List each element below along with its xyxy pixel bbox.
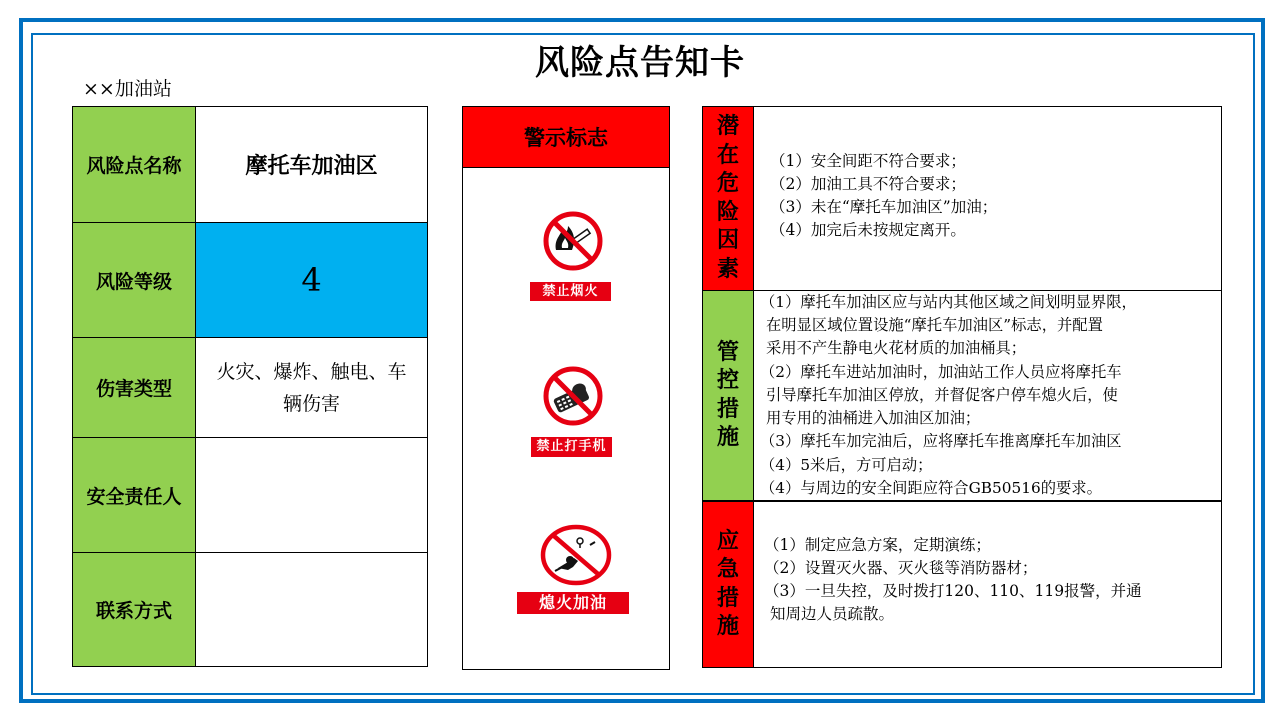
control-line: 引导摩托车加油区停放，并督促客户停车熄火后，使 <box>766 385 1118 404</box>
potential-hazards-text <box>754 107 1221 290</box>
label-char: 在 <box>716 142 739 168</box>
control-line: （4）与周边的安全间距应符合GB50516的要求。 <box>760 478 1102 497</box>
label-char: 管 <box>716 339 739 365</box>
control-line: 在明显区域位置设施“摩托车加油区”标志，并配置 <box>766 316 1103 335</box>
card-title: 风险点告知卡 <box>535 43 745 83</box>
harm-type-line: 火灾、爆炸、触电、车 <box>216 360 407 383</box>
hazard-line: （1）安全间距不符合要求； <box>770 151 966 170</box>
warning-signs-header: 警示标志 <box>463 107 669 168</box>
emergency-line: （1）制定应急方案，定期演练； <box>764 535 991 554</box>
sign-label-no-phone: 禁止打手机 <box>531 437 612 457</box>
warning-signs-panel <box>462 106 670 670</box>
label-char: 危 <box>716 171 739 196</box>
row-risk-level <box>73 222 427 337</box>
label-char: 控 <box>716 368 739 393</box>
value-risk-level: 4 <box>196 223 427 337</box>
label-safety-owner: 安全责任人 <box>73 438 196 552</box>
row-risk-point-name <box>73 107 427 222</box>
harm-type-line: 辆伤害 <box>282 392 340 415</box>
value-contact <box>196 553 427 666</box>
control-line: （1）摩托车加油区应与站内其他区域之间划明显界限， <box>760 293 1137 312</box>
row-harm-type <box>73 337 427 437</box>
sign-label-engine-off-refuel: 熄火加油 <box>517 592 629 614</box>
risk-detail-table <box>702 106 1222 668</box>
risk-info-table <box>72 106 428 667</box>
engine-off-refuel-icon <box>540 524 612 586</box>
no-phone-icon <box>542 365 604 427</box>
station-name: ××加油站 <box>83 78 172 100</box>
control-line: （3）摩托车加完油后，应将摩托车推离摩托车加油区 <box>760 432 1122 451</box>
section-emergency-measures <box>703 502 1221 667</box>
value-harm-type <box>196 338 427 437</box>
row-safety-owner <box>73 437 427 552</box>
label-char: 施 <box>716 425 739 450</box>
label-char: 措 <box>716 585 739 611</box>
emergency-line: （3）一旦失控，及时拨打120、110、119报警，并通 <box>764 581 1142 600</box>
section-control-measures <box>703 291 1221 500</box>
label-char: 应 <box>716 528 739 554</box>
emergency-line: 知周边人员疏散。 <box>770 604 895 623</box>
label-risk-point-name: 风险点名称 <box>73 107 196 222</box>
control-line: （4）5米后，方可启动； <box>760 455 933 474</box>
emergency-measures-text <box>754 502 1221 667</box>
label-char: 潜 <box>716 114 739 139</box>
emergency-line: （2）设置灭火器、灭火毯等消防器材； <box>764 558 1038 577</box>
no-fire-icon <box>542 210 604 272</box>
section-potential-hazards <box>703 107 1221 290</box>
label-char: 施 <box>716 614 739 639</box>
label-char: 险 <box>716 199 739 225</box>
control-line: 采用不产生静电火花材质的加油桶具； <box>766 339 1027 358</box>
label-char: 因 <box>716 228 739 253</box>
label-emergency-measures <box>703 502 754 667</box>
label-contact: 联系方式 <box>73 553 196 666</box>
value-safety-owner <box>196 438 427 552</box>
hazard-line: （2）加油工具不符合要求； <box>770 174 966 193</box>
label-char: 措 <box>716 396 739 422</box>
label-control-measures <box>703 291 754 500</box>
hazard-line: （3）未在“摩托车加油区”加油； <box>770 197 998 216</box>
label-char: 素 <box>716 256 739 282</box>
row-contact <box>73 552 427 666</box>
label-potential-hazards <box>703 107 754 290</box>
sign-label-no-fire: 禁止烟火 <box>530 282 611 301</box>
label-harm-type: 伤害类型 <box>73 338 196 437</box>
label-risk-level: 风险等级 <box>73 223 196 337</box>
value-risk-point-name: 摩托车加油区 <box>245 154 378 179</box>
hazard-line: （4）加完后未按规定离开。 <box>770 220 966 239</box>
control-measures-text <box>754 291 1221 500</box>
control-line: （2）摩托车进站加油时，加油站工作人员应将摩托车 <box>760 362 1122 381</box>
control-line: 用专用的油桶进入加油区加油； <box>766 409 981 428</box>
label-char: 急 <box>716 557 739 582</box>
